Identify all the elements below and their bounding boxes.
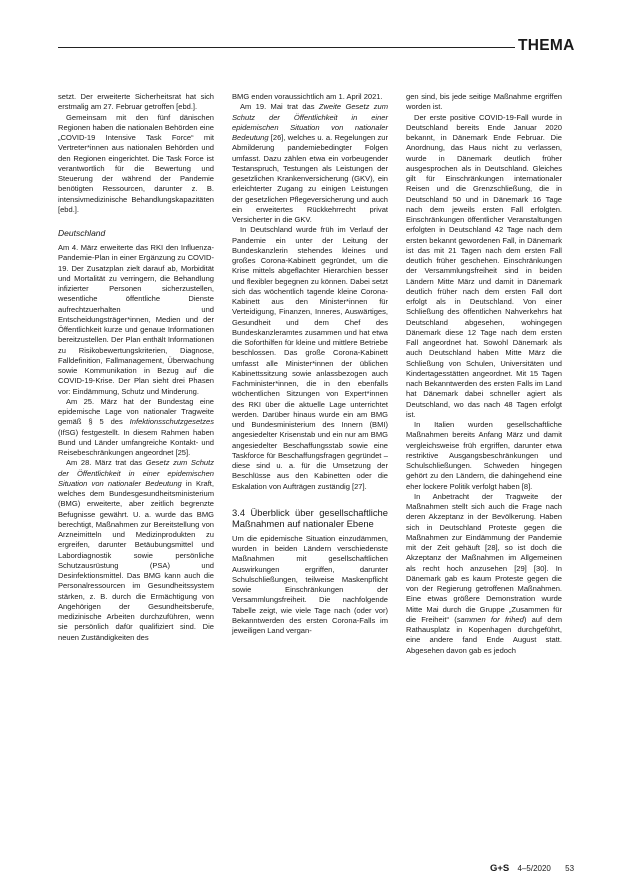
- text-column-1: [58, 92, 214, 643]
- section-title: THEMA: [518, 37, 575, 54]
- text-column-2: [232, 92, 388, 636]
- section-heading-3-4: 3.4 Überblick über gesellschaftliche Maßnahmen auf nationaler Ebene: [232, 506, 388, 530]
- text-column-3: [406, 92, 562, 656]
- page-footer: [490, 863, 574, 874]
- paragraph: Am 4. März erweiterte das RKI den Influenza-Pandemie-Plan in einer Ergänzung zu COVID-19. Der Zusatzplan zielt darauf ab, Morbidität und Mortalität zu verringern, die Behandlung infizierter Personen sicherzustellen, wesentliche öffentliche Dienste aufrechtzuerhalten und Entscheidungsträger*innen, Medien und der Öffentlichkeit kurze und genaue Informationen bereitzustellen. Der Plan enthält Informationen zu Risikobewertungskriterien, Diagnose, Falldefinition, Fallmanagement, Überwachung sowie Kommunikation in Bezug auf die COVID-19-Krise. Der Plan sieht drei Phasen vor: Eindämmung, Schutz und Minderung.: [58, 243, 214, 396]
- paragraph: Am 28. März trat das Gesetz zum Schutz der Öffentlichkeit in einer epidemischen Situation von nationaler Bedeutung in Kraft, welches dem Bundesgesundheitsministerium (BMG) erweiterte, aber zeitlich begrenzte Befugnisse gewährt. U. a. wurde das BMG berechtigt, Maßnahmen zur Bereitstellung von Arzneimitteln und Medizinprodukten zu ergreifen, darunter Betäubungsmittel und Labordiagnostik sowie persönliche Schutzausrüstung (PSA) und Desinfektionsmittel. Das BMG kann auch die Personalressourcen im Gesundheitssystem stärken, z. B. durch die Ermächtigung von Angehörigen der Gesundheitsberufe, medizinische Arbeiten durchzuführen, wenn sie persönlich dafür qualifiziert sind. Die neuen Zuständigkeiten des: [58, 458, 215, 642]
- journal-brand: G+S: [490, 863, 510, 874]
- header-rule: [58, 47, 515, 48]
- paragraph: In Deutschland wurde früh im Verlauf der Pandemie ein unter der Leitung der Bundeskanzlerin stehendes kleines und großes Corona-Kabinett gegründet, um die Krise mittels abgeflachter Hierarchien besser und flexibler begegnen zu können. Dabei setzt sich das wöchentlich tagende kleine Corona-Kabinett aus den Minister*innen für Verteidigung, Finanzen, Inneres, Auswärtiges, Gesundheit und dem Chef des Bundeskanzleramtes zusammen und hat etwa die Soforthilfen für kleine und mittlere Betriebe beschlossen. Das große Corona-Kabinett umfasst alle Minister*innen der üblichen Kabinettssitzung sowie anlassbezogen auch Fachminister*innen, die in den ebenfalls wöchentlichen Sitzungen von Expert*innen des RKI über die aktuelle Lage unterrichtet werden. Darüber hinaus wurde ein am BMG und Bundesministerium des Innern (BMI) angesiedelter Krisenstab und ein nur am BMG angesiedelter Beschaffungsstab sowie eine Taskforce für Beschaffungsfragen gegründet – diese sind u. a. für die Umsetzung der Beschlüsse aus den Kabinetten oder die Eskalation von Aufträgen zuständig [27].: [232, 225, 388, 491]
- issue-number: 4–5/2020: [517, 864, 551, 873]
- subheading-deutschland: Deutschland: [58, 228, 106, 238]
- paragraph: Am 25. März hat der Bundestag eine epidemische Lage von nationaler Tragweite gemäß § 5 des Infektionsschutzgesetzes (IfSG) festgestellt. In diesem Rahmen haben Bund und Länder umfangreiche Kontakt- und Reisebeschränkungen angeordnet [25].: [58, 396, 214, 457]
- paragraph: Gemeinsam mit den fünf dänischen Regionen haben die nationalen Behörden eine „COVID-19 Intensive Task Force“ mit Vertreter*innen aus nationalen Behörden und den Regionen eingerichtet. Die Task Force ist verantwortlich für die Bewertung und Steuerung der während der Pandemie benötigten Ressourcen, darunter z. B. intensivmedizinische Behandlungskapazitäten [ebd.].: [58, 112, 214, 214]
- paragraph: Um die epidemische Situation einzudämmen, wurden in beiden Ländern verschiedenste Maßnahmen mit gesellschaftlichen Auswirkungen ergriffen, darunter Schulschließungen, teilweise Maskenpflicht sowie Einschränkungen der Versammlungsfreiheit. Die nachfolgende Tabelle zeigt, wie viele Tage nach (oder vor) Bekanntwerden des ersten Corona-Falls im jeweiligen Land vergan-: [232, 533, 388, 636]
- paragraph: setzt. Der erweiterte Sicherheitsrat hat sich erstmalig am 27. Februar getroffen [ebd.].: [58, 92, 214, 112]
- paragraph: In Italien wurden gesellschaftliche Maßnahmen bereits Anfang März und damit vergleichsweise früh ergriffen, darunter etwa restriktive Ausgangsbeschränkungen und Schulschließungen. Schweden hingegen gehört zu den Ländern, die dahingehend eine eher lockere Politik verfolgt haben [8].: [406, 420, 562, 491]
- paragraph: In Anbetracht der Tragweite der Maßnahmen stellt sich auch die Frage nach deren Akzeptanz in der Bevölkerung. Haben sich in Deutschland Proteste gegen die Maßnahmen zur Eindämmung der Pandemie mit der Zeit gehäuft [28], so ist doch die Akzeptanz der Maßnahmen im Allgemeinen als recht hoch anzusehen [29] [30]. In Dänemark gab es kaum Proteste gegen die von der Regierung getroffenen Maßnahmen. Eine etwas größere Demonstration wurde Mitte Mai durch die Gruppe „Zusammen für die Freiheit“ (sammen for frihed) auf dem Rathausplatz in Kopenhagen durchgeführt, eine andere fand Ende August statt. Abgesehen davon gab es jedoch: [406, 491, 562, 655]
- paragraph: Der erste positive COVID-19-Fall wurde in Deutschland bereits Ende Januar 2020 bekannt, in Dänemark Ende Februar. Die Anordnung, das Haus nicht zu verlassen, wurde in Dänemark deutlich früher ausgesprochen als in Deutschland. Gleiches gilt für Einschränkungen internationaler Reisen und die Grenzschließung, die in Deutschland 50 und in Dänemark 16 Tage nach dem jeweils ersten Fall erfolgten. Einschränkungen öffentlicher Veranstaltungen erfolgten in Deutschland 42 Tage nach dem ersten bekannt gewordenen Fall, in Dänemark ist das mit 21 Tagen nach dem ersten Fall deutlich früher geschehen. Einschränkungen der Versammlungsfreiheit sind in beiden Ländern Mitte März und damit in Dänemark deutlich früher nach dem ersten Fall dort erfolgt als in Deutschland. Von einer Schließung des öffentlichen Nahverkehrs hat Deutschland abgesehen, wohingegen Dänemark diese 12 Tage nach dem ersten Fall angeordnet hat. Sowohl Dänemark als auch Deutschland haben Mitte März die Schließung von Schulen, Universitäten und Kindertagesstätten angeordnet. Mit 15 Tagen nach Bekanntwerden des ersten Falls im Land hat Dänemark dabei schneller agiert als Deutschland, wo das nach 48 Tagen erfolgt ist.: [406, 112, 562, 419]
- paragraph: gen sind, bis jede seitige Maßnahme ergriffen worden ist.: [406, 92, 562, 112]
- page-number: 53: [565, 864, 575, 873]
- paragraph: Am 19. Mai trat das Zweite Gesetz zum Schutz der Öffentlichkeit in einer epidemischen Situation von nationaler Bedeutung [26], welches u. a. Regelungen zur Abmilderung pandemiebedingter Folgen umfasst. Dazu zählen etwa ein vorbeugender Testanspruch, Testungen als Leistungen der gesetzlichen Krankenversicherung (GKV), ein erleichterter Zugang zu einigen Leistungen der gesetzlichen Pflegeversicherung und auch ein erweitertes Rückkehrrecht privat Versicherter in die GKV.: [232, 102, 388, 224]
- paragraph: BMG enden voraussichtlich am 1. April 2021.: [232, 92, 383, 101]
